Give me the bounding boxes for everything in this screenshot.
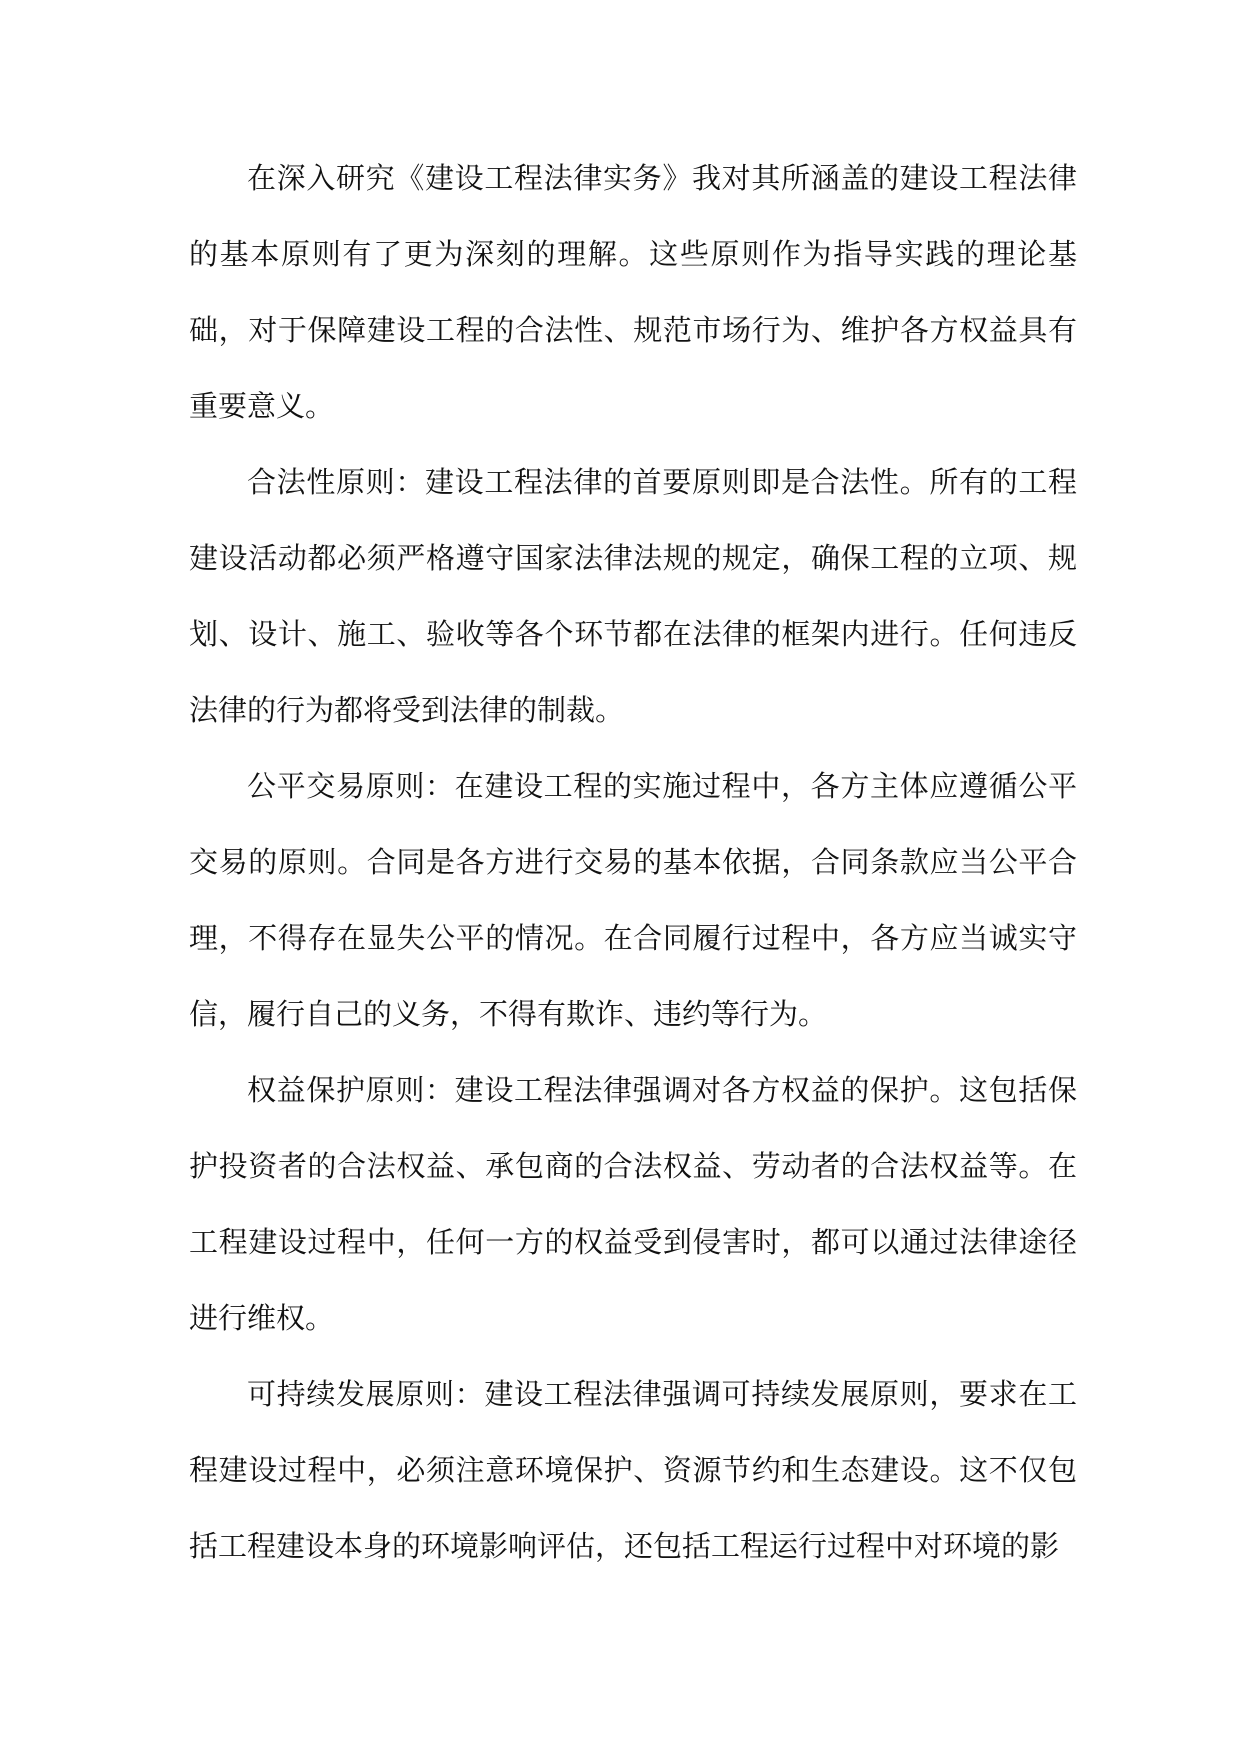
paragraph-intro: 在深入研究《建设工程法律实务》我对其所涵盖的建设工程法律的基本原则有了更为深刻的理解。这些原则作为指导实践的理论基础，对于保障建设工程的合法性、规范市场行为、维护各方权益具有重要意义。	[189, 161, 1077, 423]
document-body	[189, 140, 1077, 1584]
paragraph-fair-trade-principle: 公平交易原则：在建设工程的实施过程中，各方主体应遵循公平交易的原则。合同是各方进行交易的基本依据，合同条款应当公平合理，不得存在显失公平的情况。在合同履行过程中，各方应当诚实守信，履行自己的义务，不得有欺诈、违约等行为。	[189, 769, 1077, 1031]
paragraph-rights-protection-principle: 权益保护原则：建设工程法律强调对各方权益的保护。这包括保护投资者的合法权益、承包商的合法权益、劳动者的合法权益等。在工程建设过程中，任何一方的权益受到侵害时，都可以通过法律途径进行维权。	[189, 1073, 1077, 1335]
paragraph-legality-principle: 合法性原则：建设工程法律的首要原则即是合法性。所有的工程建设活动都必须严格遵守国家法律法规的规定，确保工程的立项、规划、设计、施工、验收等各个环节都在法律的框架内进行。任何违反法律的行为都将受到法律的制裁。	[189, 465, 1077, 727]
paragraph-sustainable-development-principle: 可持续发展原则：建设工程法律强调可持续发展原则，要求在工程建设过程中，必须注意环境保护、资源节约和生态建设。这不仅包括工程建设本身的环境影响评估，还包括工程运行过程中对环境的影	[189, 1377, 1077, 1563]
